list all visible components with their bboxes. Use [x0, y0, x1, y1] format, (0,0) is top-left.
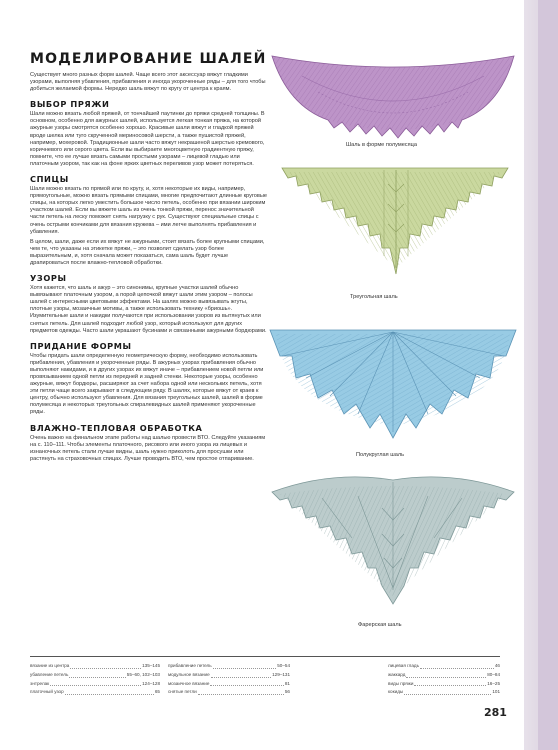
semicircle-shawl-illustration — [262, 316, 524, 448]
intro-paragraph: Существует много разных форм шалей. Чаще всего этот аксессуар вяжут гладкими узорами, выполняя убавления, прибавления и иногда укороченные ряды – для того чтобы добиться желаемой формы. Нередко шаль вяжут по кругу от центра к краям. — [30, 72, 266, 93]
page-title: МОДЕЛИРОВАНИЕ ШАЛЕЙ — [30, 51, 267, 67]
index-entry[interactable]: виды пряжи 16–25 — [388, 680, 500, 686]
section-heading-needles: СПИЦЫ — [30, 174, 69, 185]
index-entry[interactable]: лицевая гладь 46 — [388, 663, 500, 668]
index-column-1 — [30, 662, 160, 697]
section-paragraph: Очень важно на финальном этапе работы над шалью провести ВТО. Следуйте указаниям на с. 110–111. Чтобы элементы платочного, рисового или иного узора из лицевых и изнаночных петель стали лучше видны, шаль нужно приколоть для просушки или растянуть на страховочных спицах. Лучше проводить ВТО, чем простое отпаривание. — [30, 434, 266, 462]
section-heading-blocking: ВЛАЖНО-ТЕПЛОВАЯ ОБРАБОТКА — [30, 422, 203, 433]
caption-crescent: Шаль в форме полумесяца — [346, 142, 417, 148]
section-paragraph: Шали можно вязать по прямой или по кругу, и, хотя некоторые их виды, например, прямоугольные, можно вязать прямыми спицами, многие предпочитают длинные круговые спицы, на которых легко уместить большое число петель, особенно при вязании широким участком шалей. Если вы вяжете шаль из очень тонкой пряжи, перенос значительной части петель на леску поможет снять нагрузку с рук. Существуют специальные спицы с очень острыми кончиками для вязания кружева – ими легче выполнять прибавления и убавления. — [30, 186, 268, 235]
index-entry[interactable]: энтрелак 124–128 — [30, 680, 160, 686]
page-number: 281 — [484, 706, 507, 719]
index-column-3 — [388, 662, 500, 697]
caption-semicircle: Полукруглая шаль — [356, 452, 405, 458]
section-paragraph: В целом, шали, даже если их вяжут не ажурными, стоит вязать более крупными спицами, чем те, что указаны на этикетке пряжи, – это позволит сделать узор более выразительным, и, хотя сначала может показаться, сама шаль будет лучше драпироваться после влажно-тепловой обработки. — [30, 238, 265, 266]
section-heading-shaping: ПРИДАНИЕ ФОРМЫ — [30, 340, 132, 351]
faroese-shawl-illustration — [262, 468, 524, 618]
caption-triangle: Треугольная шаль — [350, 294, 398, 300]
index-column-2 — [168, 662, 290, 697]
index-entry[interactable]: вязание из центра 135–145 — [30, 663, 160, 668]
caption-faroese: Фарерская шаль — [358, 622, 402, 628]
section-paragraph: Хотя кажется, что шаль и ажур – это синонимы, крупные участки шалей обычно вывязывают платочным узором, а порой цепочкой вяжут шали этим узором – полосы шалей с интересными цветовыми эффектами. На шалях можно вывязывать жгуты, плотные узоры, мозаичные мотивы, а также использовать технику «бриошь». Изумительные шали и накидки получаются при использовании узоров из вытянутых или снятых петель. Для шалей подходит любой узор, который используют для других предметов одежды. Часто шали украшают бусинами и связанными ажурными бордюрами. — [30, 285, 267, 334]
index-entry[interactable]: платочный узор 65 — [30, 689, 160, 695]
index-entry[interactable]: убавление петель 55–60, 102–103 — [30, 671, 160, 677]
index-entry[interactable]: кокиды 101 — [388, 689, 500, 695]
triangle-shawl-illustration — [262, 164, 524, 292]
page-edge-tab — [524, 0, 558, 750]
footer-divider — [30, 656, 500, 657]
section-paragraph: Шали можно вязать любой пряжей, от тончайшей паутинки до пряжи средней толщины. В основном, особенно для ажурных шалей, используется легкая тонкая пряжа, на которой ажурные узоры смотрятся особенно хорошо. Красивые шали вяжут и гладкой пряжей вроде шелка или туго скрученной мериносовой шерсти, а также пушистой пряжей, например, мохеровой. Традиционные шали часто вяжут некрашеной шерстью кремового, коричневого или серого цвета. Если вы выбираете многоцветную градиентную пряжу, помните, что ее лучше вязать самыми простыми узорами – лицевой гладью или платочным узором, так как на фоне ярких цветных переливов узор может потеряться. — [30, 111, 265, 167]
crescent-shawl-illustration — [262, 48, 524, 140]
section-heading-yarn: ВЫБОР ПРЯЖИ — [30, 99, 110, 110]
index-entry[interactable]: прибавление петель 50–54 — [168, 663, 290, 668]
section-heading-patterns: УЗОРЫ — [30, 273, 67, 284]
index-entry[interactable]: мозаичное вязание 81 — [168, 680, 290, 686]
section-paragraph: Чтобы придать шали определенную геометрическую форму, необходимо использовать прибавления, убавления и укороченные ряды. В ажурных узорах прибавления обычно выполняют накидами, и в других узорах их вяжут иначе – прибавлением новой петли или провязыванием одной петли из передней и задней стенки. Некоторые узоры, особенно ажурные, вяжут бордюры, расширяют за счет набора одной или нескольких петель, хотя эти петли чаще всего закрывают в следующем ряду. В шалях, которые вяжут от краев к центру, обычно используют убавления. Для вязания треугольных шалей, шалей в форме полумесяца и некоторых треугольных спиралевидных шалей применяют укороченные ряды. — [30, 352, 264, 416]
index-entry[interactable]: жаккард 80–84 — [388, 671, 500, 677]
illustrations-column — [262, 48, 524, 628]
index-entry[interactable]: снятые петли 56 — [168, 689, 290, 695]
index-entry[interactable]: модульное вязание 129–131 — [168, 671, 290, 677]
text-column — [30, 50, 268, 466]
